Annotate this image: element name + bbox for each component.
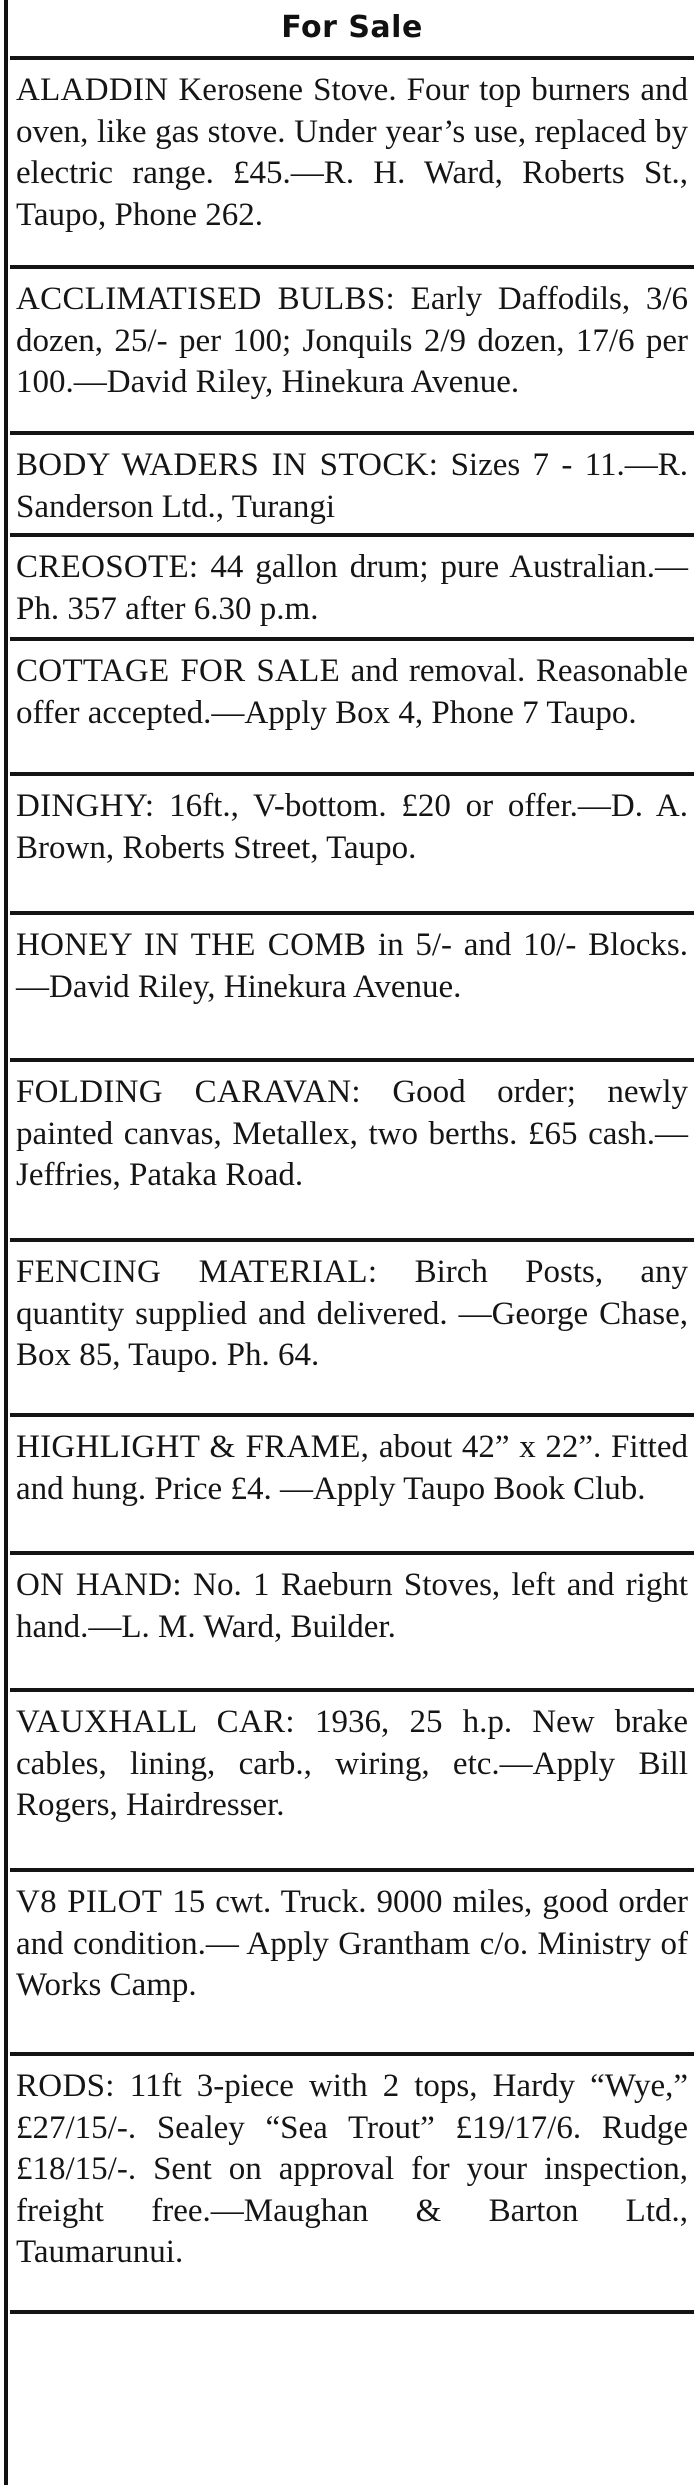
ad-lead: CREOSOTE: bbox=[16, 549, 199, 585]
ad-creosote bbox=[10, 533, 694, 637]
ad-lead: ALADDIN bbox=[16, 72, 169, 108]
ad-body: No. 1 Raeburn Stoves, left and right hand.—L. M. Ward, Builder. bbox=[16, 1567, 688, 1645]
ad-v8-pilot-truck bbox=[10, 1868, 694, 2052]
ad-rods bbox=[10, 2052, 694, 2314]
ad-lead: RODS: bbox=[16, 2068, 115, 2104]
ad-lead: HONEY IN THE COMB bbox=[16, 927, 367, 963]
ad-aladdin-stove bbox=[10, 56, 694, 265]
ad-body: 11ft 3-piece with 2 tops, Hardy “Wye,” £27/15/-. Sealey “Sea Trout” £19/17/6. Rudge £18/15/-. Sent on approval for your inspection, freight free.—Maughan & Barton Ltd., Taumarunui. bbox=[16, 2068, 688, 2270]
ad-fencing-material bbox=[10, 1238, 694, 1413]
ad-lead: COTTAGE FOR SALE bbox=[16, 653, 341, 689]
ad-lead: HIGHLIGHT & FRAME, bbox=[16, 1429, 370, 1465]
section-title: For Sale bbox=[281, 10, 423, 45]
ad-highlight-and-frame bbox=[10, 1413, 694, 1551]
ad-body: Birch Posts, any quantity supplied and delivered. —George Chase, Box 85, Taupo. Ph. 64. bbox=[16, 1254, 688, 1373]
ad-body: and removal. Reasonable offer accepted.—Apply Box 4, Phone 7 Taupo. bbox=[16, 653, 688, 731]
ad-lead: DINGHY: bbox=[16, 788, 155, 824]
ad-body: 1936, 25 h.p. New brake cables, lining, carb., wiring, etc.—Apply Bill Rogers, Hairdresser. bbox=[16, 1704, 689, 1823]
ad-vauxhall-car bbox=[10, 1688, 694, 1868]
ad-body: 16ft., V-bottom. £20 or offer.—D. A. Brown, Roberts Street, Taupo. bbox=[16, 788, 688, 866]
ad-lead: BODY WADERS IN STOCK: bbox=[16, 447, 439, 483]
ad-folding-caravan bbox=[10, 1058, 694, 1238]
ad-acclimatised-bulbs bbox=[10, 265, 694, 431]
ad-body: Sizes 7 - 11.—R. Sanderson Ltd., Turangi bbox=[16, 447, 688, 525]
ad-lead: VAUXHALL CAR: bbox=[16, 1704, 295, 1740]
ad-lead: ON HAND: bbox=[16, 1567, 182, 1603]
ad-body: 44 gallon drum; pure Australian.—Ph. 357 after 6.30 p.m. bbox=[16, 549, 688, 627]
ad-cottage-for-sale bbox=[10, 637, 694, 772]
ad-lead: V8 PILOT bbox=[16, 1884, 163, 1920]
ad-body: 15 cwt. Truck. 9000 miles, good order and condition.— Apply Grantham c/o. Ministry of Works Camp. bbox=[16, 1884, 688, 2003]
for-sale-column bbox=[10, 0, 694, 2314]
ad-honey-in-the-comb bbox=[10, 911, 694, 1058]
ad-body: Early Daffodils, 3/6 dozen, 25/- per 100; Jonquils 2/9 dozen, 17/6 per 100.—David Riley, Hinekura Avenue. bbox=[16, 281, 688, 400]
ad-on-hand-stoves bbox=[10, 1551, 694, 1688]
ad-body-waders bbox=[10, 431, 694, 533]
ad-body: Kerosene Stove. Four top burners and oven, like gas stove. Under year’s use, replaced by electric range. £45.—R. H. Ward, Roberts St., Taupo, Phone 262. bbox=[16, 72, 688, 233]
ad-body: Good order; newly painted canvas, Metallex, two berths. £65 cash.—Jeffries, Pataka Road. bbox=[16, 1074, 688, 1193]
column-rule bbox=[4, 0, 8, 2485]
ad-body: about 42” x 22”. Fitted and hung. Price £4. —Apply Taupo Book Club. bbox=[16, 1429, 688, 1507]
ad-body: in 5/- and 10/- Blocks.—David Riley, Hinekura Avenue. bbox=[16, 927, 688, 1005]
ad-dinghy bbox=[10, 772, 694, 911]
ad-lead: FOLDING CARAVAN: bbox=[16, 1074, 361, 1110]
ad-lead: FENCING MATERIAL: bbox=[16, 1254, 378, 1290]
ad-lead: ACCLIMATISED BULBS: bbox=[16, 281, 395, 317]
